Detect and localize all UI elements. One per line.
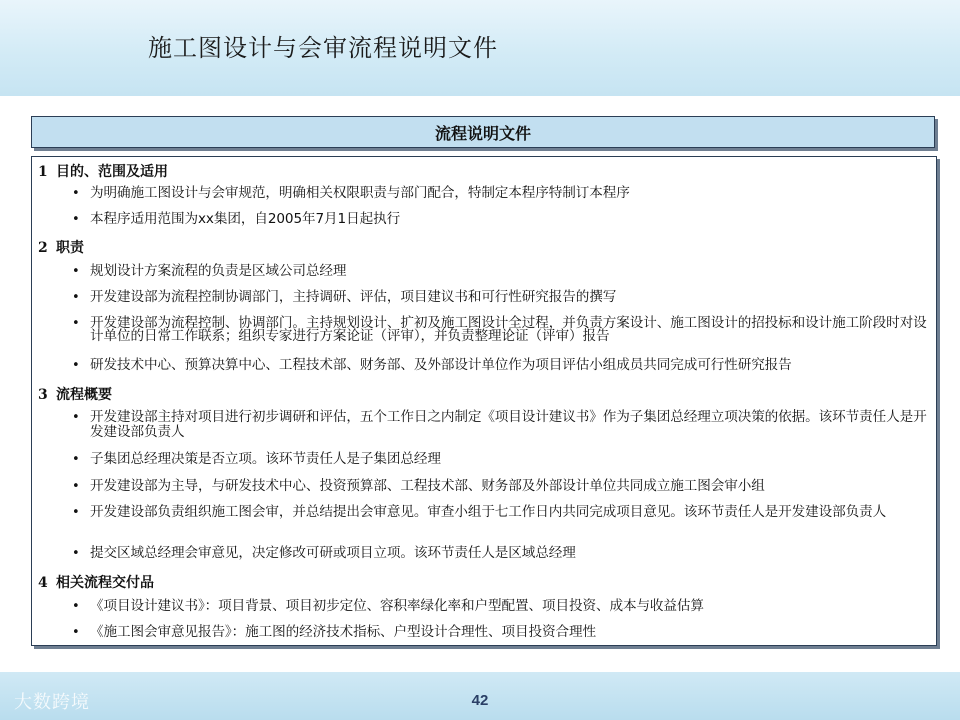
list-item: • 开发建设部为流程控制、协调部门。主持规划设计、扩初及施工图设计全过程，并负责方案设计、施工图设计的招投标和设计施工阶段时对设计单位的日常工作联系；组织专家进行方案论证（评审），并负责整理论证（评审）报告 bbox=[72, 315, 927, 344]
list-item: • 开发建设部为主导，与研发技术中心、投资预算部、工程技术部、财务部及外部设计单位共同成立施工图会审小组 bbox=[72, 478, 765, 494]
section-number: 3 bbox=[38, 387, 48, 403]
list-item: • 开发建设部负责组织施工图会审，并总结提出会审意见。审查小组于七工作日内共同完成项目意见。该环节责任人是开发建设部负责人 bbox=[72, 504, 887, 520]
bullet-icon: • bbox=[72, 358, 80, 373]
bullet-icon: • bbox=[72, 212, 80, 227]
page-title: 施工图设计与会审流程说明文件 bbox=[148, 34, 498, 62]
section-heading-process-overview bbox=[38, 384, 112, 404]
section-number: 2 bbox=[38, 240, 48, 256]
bullet-icon: • bbox=[72, 452, 80, 467]
list-item: • 《施工图会审意见报告》：施工图的经济技术指标、户型设计合理性、项目投资合理性 bbox=[72, 624, 596, 640]
bullet-icon: • bbox=[72, 599, 80, 614]
bullet-icon: • bbox=[72, 186, 80, 201]
watermark-logo: 大数跨境 bbox=[14, 692, 90, 713]
bullet-icon: • bbox=[72, 410, 80, 425]
section-number: 1 bbox=[38, 164, 48, 180]
list-item: • 本程序适用范围为xx集团，自2005年7月1日起执行 bbox=[72, 211, 401, 227]
document-header-box bbox=[31, 116, 935, 148]
bullet-icon: • bbox=[72, 264, 80, 279]
document-header-label: 流程说明文件 bbox=[434, 123, 531, 143]
page-number: 42 bbox=[471, 692, 489, 709]
list-item: • 规划设计方案流程的负责是区域公司总经理 bbox=[72, 263, 347, 279]
bullet-icon: • bbox=[72, 625, 80, 640]
list-item: • 开发建设部主持对项目进行初步调研和评估，五个工作日之内制定《项目设计建议书》作为子集团总经理立项决策的依据。该环节责任人是开发建设部负责人 bbox=[72, 409, 927, 440]
section-heading-deliverables bbox=[38, 572, 154, 592]
content-box bbox=[31, 156, 937, 646]
bullet-icon: • bbox=[72, 505, 80, 520]
bullet-icon: • bbox=[72, 290, 80, 305]
bullet-icon: • bbox=[72, 316, 80, 331]
section-number: 4 bbox=[38, 575, 48, 591]
section-title: 目的、范围及适用 bbox=[56, 164, 168, 180]
list-item: • 开发建设部为流程控制协调部门，主持调研、评估，项目建议书和可行性研究报告的撰写 bbox=[72, 289, 617, 305]
list-item: • 提交区域总经理会审意见，决定修改可研或项目立项。该环节责任人是区域总经理 bbox=[72, 545, 576, 561]
bullet-icon: • bbox=[72, 479, 80, 494]
list-item: • 为明确施工图设计与会审规范，明确相关权限职责与部门配合，特制定本程序特制订本程序 bbox=[72, 185, 630, 201]
section-title: 职责 bbox=[56, 240, 84, 256]
section-title: 流程概要 bbox=[56, 387, 112, 403]
section-heading-purpose bbox=[38, 161, 168, 181]
list-item: • 研发技术中心、预算决算中心、工程技术部、财务部、及外部设计单位作为项目评估小组成员共同完成可行性研究报告 bbox=[72, 357, 792, 373]
section-heading-responsibilities bbox=[38, 237, 84, 257]
list-item: • 《项目设计建议书》：项目背景、项目初步定位、容积率绿化率和户型配置、项目投资、成本与收益估算 bbox=[72, 598, 704, 614]
list-item: • 子集团总经理决策是否立项。该环节责任人是子集团总经理 bbox=[72, 451, 441, 467]
section-title: 相关流程交付品 bbox=[56, 575, 154, 591]
bullet-icon: • bbox=[72, 546, 80, 561]
